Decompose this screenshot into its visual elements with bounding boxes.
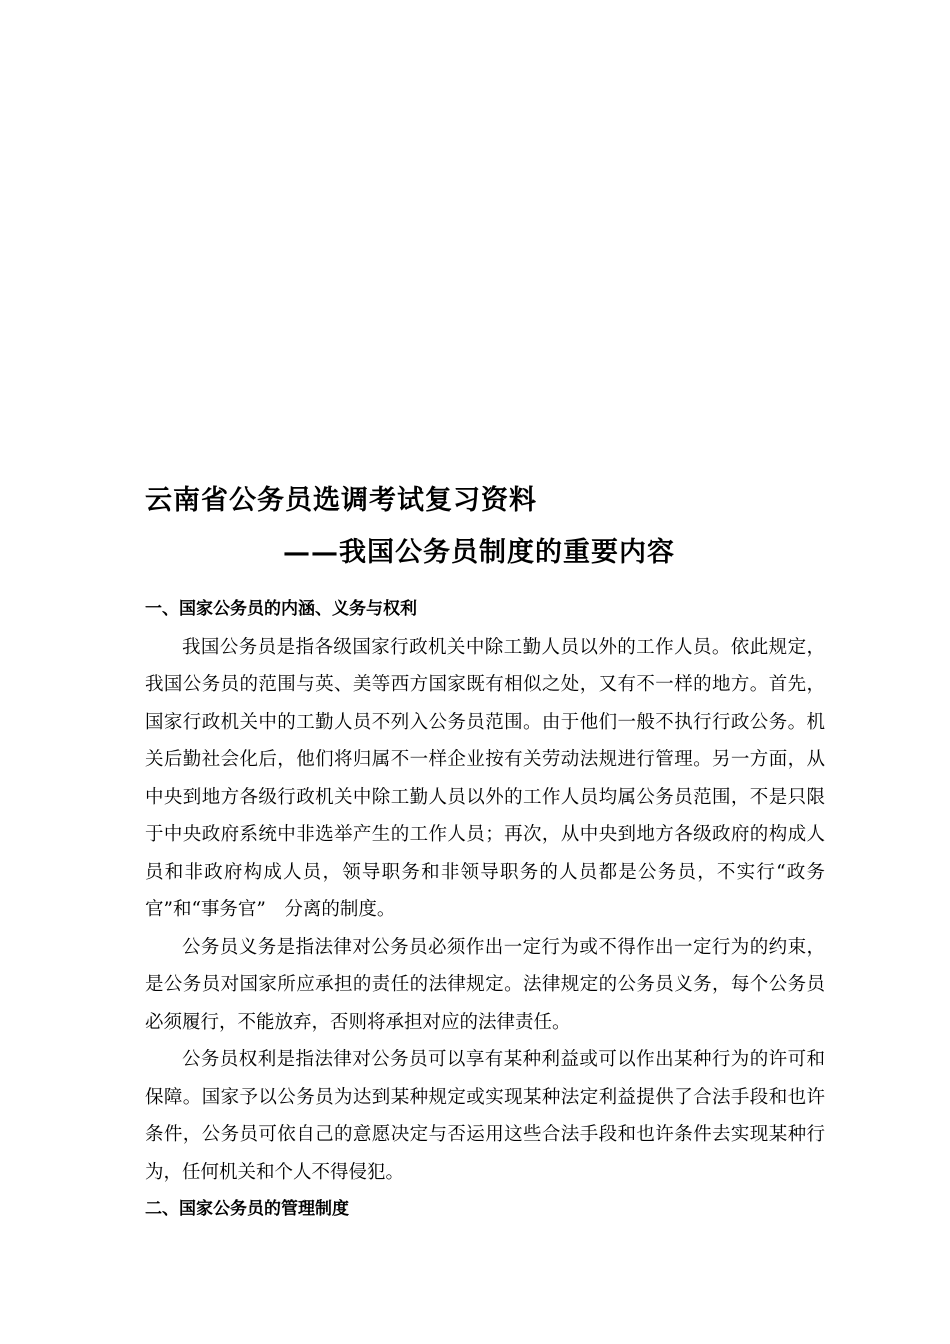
document-body [145,591,825,1229]
document-subtitle: ——我国公务员制度的重要内容 [283,537,675,568]
section-heading: 二、国家公务员的管理制度 [145,1199,349,1219]
paragraph: 公务员权利是指法律对公务员可以享有某种利益或可以作出某种行为的许可和保障。国家予以公务员为达到某种规定或实现某种法定利益提供了合法手段和也许条件，公务员可依自己的意愿决定与否运用这些合法手段和也许条件去实现某种行为，任何机关和个人不得侵犯。 [145,1049,825,1183]
section-heading: 一、国家公务员的内涵、义务与权利 [145,599,417,619]
paragraph: 我国公务员是指各级国家行政机关中除工勤人员以外的工作人员。依此规定，我国公务员的范围与英、美等西方国家既有相似之处，又有不一样的地方。首先，国家行政机关中的工勤人员不列入公务员范围。由于他们一般不执行行政公务。机关后勤社会化后，他们将归属不一样企业按有关劳动法规进行管理。另一方面，从中央到地方各级行政机关中除工勤人员以外的工作人员均属公务员范围，不是只限于中央政府系统中非选举产生的工作人员；再次，从中央到地方各级政府的构成人员和非政府构成人员，领导职务和非领导职务的人员都是公务员，不实行“政务官”和“事务官” 分离的制度。 [145,636,825,920]
paragraph: 公务员义务是指法律对公务员必须作出一定行为或不得作出一定行为的约束，是公务员对国家所应承担的责任的法律规定。法律规定的公务员义务，每个公务员必须履行，不能放弃，否则将承担对应的法律责任。 [145,936,825,1033]
document-title: 云南省公务员选调考试复习资料 [145,485,537,516]
